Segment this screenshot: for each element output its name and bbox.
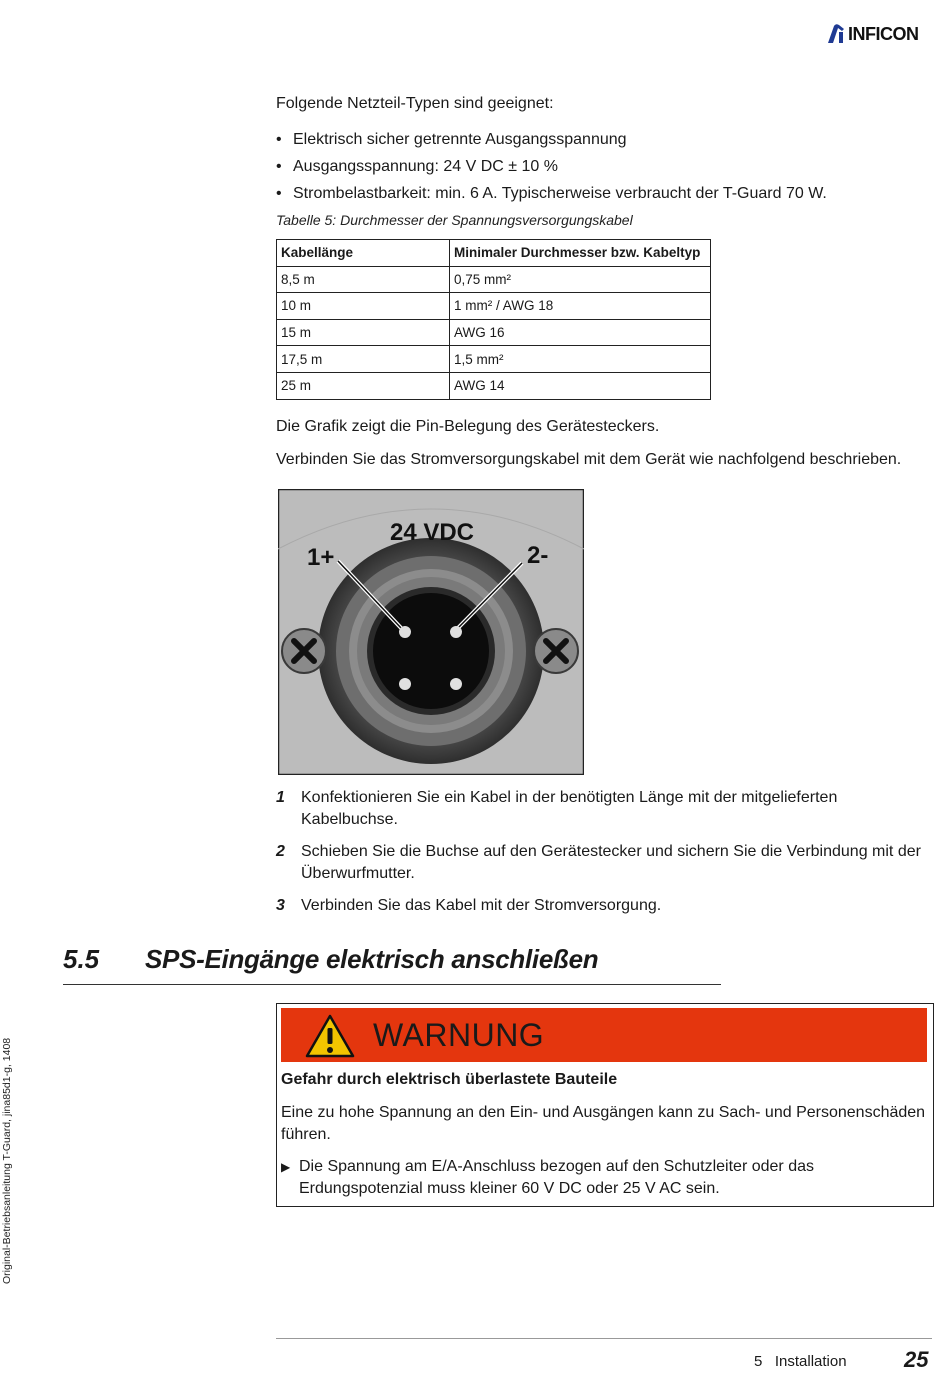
steps-list	[276, 787, 936, 927]
table-header-row	[277, 240, 711, 267]
list-item	[276, 787, 936, 831]
connect-paragraph: Verbinden Sie das Stromversorgungskabel mit dem Gerät wie nachfolgend beschrieben.	[276, 451, 902, 468]
step-number: 2	[276, 843, 285, 860]
table-caption: Tabelle 5: Durchmesser der Spannungsversorgungskabel	[276, 212, 633, 228]
table-cell: 10 m	[277, 293, 450, 320]
connector-face	[373, 593, 489, 709]
cable-diameter-table	[276, 239, 711, 400]
inficon-logo-icon	[826, 23, 846, 45]
pin-3	[399, 678, 411, 690]
step-number: 3	[276, 897, 285, 914]
table-row	[277, 293, 711, 320]
footer-chapter: 5 Installation	[754, 1353, 847, 1370]
table-cell: 0,75 mm²	[450, 266, 711, 293]
warning-banner	[281, 1008, 927, 1062]
list-item: • Strombelastbarkeit: min. 6 A. Typischerweise verbraucht der T-Guard 70 W.	[276, 180, 827, 207]
table-row	[277, 319, 711, 346]
section-number: 5.5	[63, 944, 100, 974]
warning-label: WARNUNG	[373, 1017, 545, 1053]
pin-plus-label: 1+	[307, 544, 335, 571]
right-screw-icon	[534, 629, 578, 673]
pin-1	[399, 626, 411, 638]
table-cell: AWG 14	[450, 372, 711, 399]
inficon-logo	[826, 22, 919, 46]
list-item	[276, 895, 936, 917]
list-item: • Elektrisch sicher getrennte Ausgangsspannung	[276, 126, 827, 153]
warning-action	[281, 1156, 926, 1200]
table-row	[277, 346, 711, 373]
warning-action-text: Die Spannung am E/A-Anschluss bezogen auf den Schutzleiter oder das Erdungspotenzial muss kleiner 60 V DC oder 25 V AC sein.	[299, 1158, 814, 1197]
pin-minus-label: 2-	[527, 542, 549, 569]
step-number: 1	[276, 789, 285, 806]
list-item	[276, 841, 936, 885]
pin-2	[450, 626, 462, 638]
table-cell: 25 m	[277, 372, 450, 399]
list-item: • Ausgangsspannung: 24 V DC ± 10 %	[276, 153, 827, 180]
table-cell: 8,5 m	[277, 266, 450, 293]
warning-text: Eine zu hohe Spannung an den Ein- und Ausgängen kann zu Sach- und Personenschäden führen.	[281, 1104, 926, 1143]
arrow-right-icon: ▶	[281, 1160, 291, 1174]
step-text: Schieben Sie die Buchse auf den Gerätestecker und sichern Sie die Verbindung mit der Überwurfmutter.	[301, 843, 921, 882]
warning-heading: Gefahr durch elektrisch überlastete Bauteile	[281, 1071, 618, 1088]
step-text: Konfektionieren Sie ein Kabel in der benötigten Länge mit der mitgelieferten Kabelbuchse.	[301, 789, 838, 828]
table-cell: 1,5 mm²	[450, 346, 711, 373]
table-cell: 1 mm² / AWG 18	[450, 293, 711, 320]
footer-divider	[276, 1338, 932, 1339]
voltage-label: 24 VDC	[389, 519, 475, 546]
table-cell: 15 m	[277, 319, 450, 346]
intro-paragraph: Folgende Netzteil-Typen sind geeignet:	[276, 95, 554, 112]
logo-text: INFICON	[848, 23, 919, 44]
pin-4	[450, 678, 462, 690]
table-row	[277, 372, 711, 399]
table-row	[277, 266, 711, 293]
step-text: Verbinden Sie das Kabel mit der Stromversorgung.	[301, 897, 662, 914]
column-header: Kabellänge	[277, 240, 450, 267]
page-number: 25	[904, 1347, 929, 1372]
table-cell: AWG 16	[450, 319, 711, 346]
section-heading	[63, 944, 721, 985]
requirements-list	[276, 126, 827, 207]
connector-pinout-figure	[278, 489, 584, 775]
warning-box	[276, 1003, 934, 1207]
section-title: SPS-Eingänge elektrisch anschließen	[145, 944, 599, 974]
side-document-reference: Original-Betriebsanleitung T-Guard, jina85d1-g, 1408	[1, 1037, 13, 1284]
left-screw-icon	[282, 629, 326, 673]
pin-assignment-paragraph: Die Grafik zeigt die Pin-Belegung des Gerätesteckers.	[276, 418, 660, 435]
table-cell: 17,5 m	[277, 346, 450, 373]
warning-triangle-icon	[305, 1014, 355, 1058]
column-header: Minimaler Durchmesser bzw. Kabeltyp	[450, 240, 711, 267]
